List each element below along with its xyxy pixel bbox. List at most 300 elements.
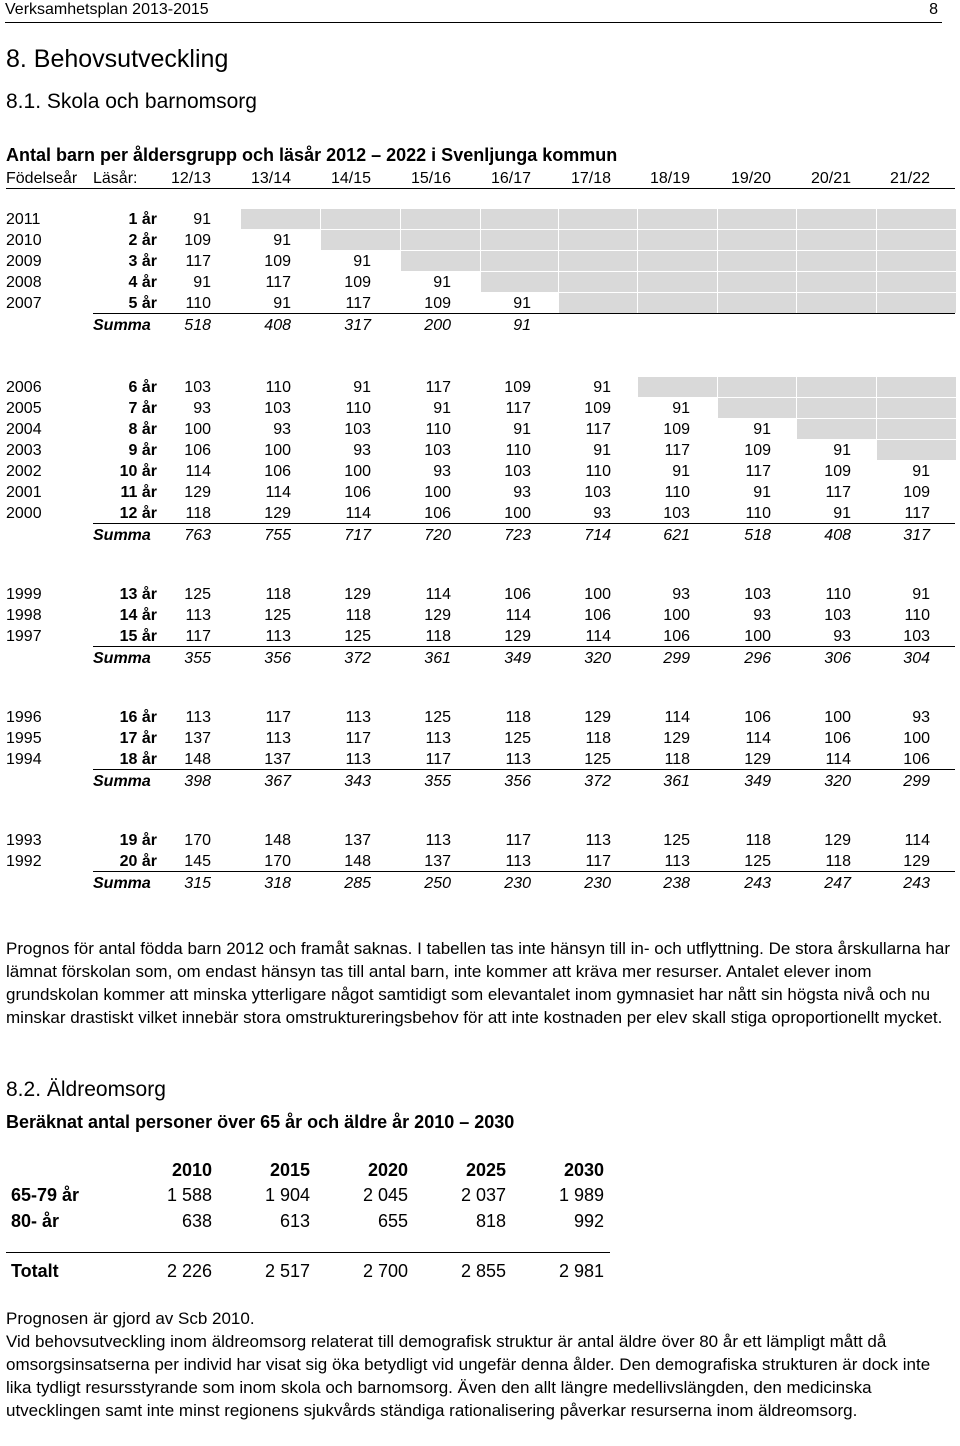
cell-value: 93	[353, 442, 371, 459]
cell-value: 117	[345, 730, 371, 747]
age-label: 16 år	[119, 709, 157, 726]
cell-value: 125	[584, 751, 611, 768]
table2-total-rule	[6, 1252, 610, 1253]
sum-value: 250	[424, 875, 451, 892]
cell-value: 117	[185, 628, 211, 645]
cell-value: 109	[663, 421, 690, 438]
cell-value: 103	[424, 442, 451, 459]
cell-value: 113	[345, 709, 371, 726]
age-label: 10 år	[119, 463, 157, 480]
age-label: 11 år	[120, 484, 157, 501]
table-row	[0, 398, 960, 419]
cell-value: 113	[425, 832, 451, 849]
age-label: 4 år	[128, 274, 157, 291]
sum-value: 304	[903, 650, 930, 667]
sum-label: Summa	[93, 875, 151, 892]
total-value: 2 517	[264, 1261, 310, 1281]
age-label: 2 år	[128, 232, 157, 249]
table2-caption: Beräknat antal personer över 65 år och äldre år 2010 – 2030	[6, 1112, 515, 1132]
cell-value: 137	[424, 853, 451, 870]
cell-value: 118	[505, 709, 531, 726]
cell-value: 103	[903, 628, 930, 645]
group-rule	[93, 871, 955, 872]
age-label: 15 år	[119, 628, 157, 645]
sum-row	[0, 873, 960, 894]
birth-year: 2009	[6, 253, 42, 270]
cell-value: 129	[824, 832, 851, 849]
sum-value: 91	[513, 317, 531, 334]
cell-value: 100	[264, 442, 291, 459]
age-label: 5 år	[128, 295, 157, 312]
age-label: 12 år	[119, 505, 157, 522]
cell-value: 91	[672, 400, 690, 417]
cell-value: 117	[265, 274, 291, 291]
cell-value: 100	[344, 463, 371, 480]
cell-value: 91	[273, 295, 291, 312]
sum-row	[0, 771, 960, 792]
sum-value: 343	[344, 773, 371, 790]
cell-value: 114	[825, 751, 851, 768]
table-row	[0, 605, 960, 626]
group-rule	[93, 769, 955, 770]
cell-value: 129	[504, 628, 531, 645]
table-row	[0, 440, 960, 461]
cell-value: 613	[279, 1211, 310, 1231]
sum-value: 318	[264, 875, 291, 892]
cell-value: 129	[424, 607, 451, 624]
cell-value: 106	[424, 505, 451, 522]
empty-cell-shade	[877, 272, 956, 292]
cell-value: 113	[185, 709, 211, 726]
sum-value: 763	[184, 527, 211, 544]
cell-value: 91	[513, 421, 531, 438]
cell-value: 114	[185, 463, 211, 480]
birth-year: 2001	[6, 484, 42, 501]
cell-value: 137	[264, 751, 291, 768]
cell-value: 103	[663, 505, 690, 522]
cell-value: 103	[264, 400, 291, 417]
sum-label: Summa	[93, 317, 151, 334]
sum-value: 356	[264, 650, 291, 667]
sum-label: Summa	[93, 773, 151, 790]
table-row	[0, 626, 960, 647]
cell-value: 118	[425, 628, 451, 645]
empty-cell-shade	[718, 398, 796, 418]
sum-value: 717	[344, 527, 371, 544]
empty-cell-shade	[797, 209, 876, 229]
birth-year: 1999	[6, 586, 42, 603]
sum-value: 723	[504, 527, 531, 544]
group-rule	[93, 523, 955, 524]
empty-cell-shade	[559, 293, 637, 313]
empty-cell-shade	[877, 293, 956, 313]
sum-value: 720	[424, 527, 451, 544]
table-row	[0, 377, 960, 398]
table2-total-row	[0, 1259, 620, 1283]
age-label: 20 år	[119, 853, 157, 870]
group-rule	[93, 646, 955, 647]
empty-cell-shade	[877, 209, 956, 229]
empty-cell-shade	[638, 251, 717, 271]
empty-cell-shade	[877, 230, 956, 250]
empty-cell-shade	[481, 230, 558, 250]
cell-value: 117	[585, 853, 611, 870]
cell-value: 110	[505, 442, 531, 459]
cell-value: 117	[745, 463, 771, 480]
empty-cell-shade	[638, 209, 717, 229]
cell-value: 110	[585, 463, 611, 480]
cell-value: 145	[184, 853, 211, 870]
empty-cell-shade	[877, 398, 956, 418]
sum-row	[0, 525, 960, 546]
sum-value: 317	[344, 317, 371, 334]
table-row	[0, 728, 960, 749]
sum-value: 361	[663, 773, 690, 790]
cell-value: 114	[265, 484, 291, 501]
paragraph-schools: Prognos för antal födda barn 2012 och framåt saknas. I tabellen tas inte hänsyn till in- och utflyttning. De stora årskullarna har lämnat förskolan som, om endast hänsyn tas till antal barn, inte kommer att kräva mer resurser. Antalet elever inom grundskolan kommer att minska ytterligare något samtidigt som elevantalet inom gymnasiet har nått sin högsta nivå och nu minskar drastiskt vilket innebär stora omstruktureringsbehov för att inte kostnaden per elev skall stiga oproportionellt mycket.	[6, 939, 951, 1027]
cell-value: 113	[505, 853, 531, 870]
cell-value: 113	[265, 628, 291, 645]
cell-value: 106	[504, 586, 531, 603]
column-header-14-15: 14/15	[330, 170, 371, 187]
table-row	[0, 503, 960, 524]
table-row	[0, 209, 960, 230]
sum-value: 247	[824, 875, 851, 892]
table-row	[0, 293, 960, 314]
cell-value: 100	[584, 586, 611, 603]
cell-value: 818	[475, 1211, 506, 1231]
cell-value: 992	[573, 1211, 604, 1231]
sum-value: 398	[184, 773, 211, 790]
table-row	[0, 707, 960, 728]
empty-cell-shade	[401, 209, 480, 229]
column-header-18-19: 18/19	[649, 170, 690, 187]
cell-value: 106	[184, 442, 211, 459]
cell-value: 106	[744, 709, 771, 726]
cell-value: 129	[584, 709, 611, 726]
sum-value: 361	[424, 650, 451, 667]
empty-cell-shade	[559, 272, 637, 292]
table-row	[0, 419, 960, 440]
empty-cell-shade	[559, 209, 637, 229]
sum-value: 200	[424, 317, 451, 334]
birth-year: 1997	[6, 628, 42, 645]
cell-value: 114	[505, 607, 531, 624]
cell-value: 110	[825, 586, 851, 603]
empty-cell-shade	[877, 440, 956, 460]
sum-label: Summa	[93, 650, 151, 667]
cell-value: 170	[184, 832, 211, 849]
cell-value: 118	[745, 832, 771, 849]
cell-value: 106	[584, 607, 611, 624]
cell-value: 109	[344, 274, 371, 291]
cell-value: 109	[584, 400, 611, 417]
cell-value: 109	[744, 442, 771, 459]
empty-cell-shade	[401, 230, 480, 250]
cell-value: 114	[345, 505, 371, 522]
cell-value: 148	[184, 751, 211, 768]
age-group-label: 65-79 år	[11, 1185, 80, 1205]
cell-value: 93	[513, 484, 531, 501]
empty-cell-shade	[797, 293, 876, 313]
cell-value: 109	[824, 463, 851, 480]
cell-value: 114	[585, 628, 611, 645]
cell-value: 113	[425, 730, 451, 747]
cell-value: 106	[824, 730, 851, 747]
year-header: 2010	[171, 1160, 212, 1180]
cell-value: 148	[344, 853, 371, 870]
cell-value: 106	[663, 628, 690, 645]
column-header-19-20: 19/20	[730, 170, 771, 187]
birth-year: 1993	[6, 832, 42, 849]
birth-year: 2008	[6, 274, 42, 291]
page-number: 8	[929, 1, 938, 18]
cell-value: 110	[425, 421, 451, 438]
cell-value: 118	[825, 853, 851, 870]
cell-value: 91	[593, 379, 611, 396]
sum-value: 518	[744, 527, 771, 544]
subsection2-title: 8.2. Äldreomsorg	[6, 1078, 166, 1101]
birth-year: 2007	[6, 295, 42, 312]
cell-value: 106	[344, 484, 371, 501]
cell-value: 93	[753, 607, 771, 624]
sum-value: 299	[663, 650, 690, 667]
empty-cell-shade	[718, 272, 796, 292]
table-row	[0, 749, 960, 770]
cell-value: 93	[833, 628, 851, 645]
age-label: 14 år	[119, 607, 157, 624]
age-label: 7 år	[128, 400, 157, 417]
sum-row	[0, 315, 960, 336]
table1-caption: Antal barn per åldersgrupp och läsår 2012 – 2022 i Svenljunga kommun	[6, 145, 618, 165]
empty-cell-shade	[481, 272, 558, 292]
empty-cell-shade	[718, 251, 796, 271]
total-value: 2 226	[166, 1261, 212, 1281]
column-header-21-22: 21/22	[889, 170, 930, 187]
empty-cell-shade	[481, 209, 558, 229]
table-row	[0, 461, 960, 482]
empty-cell-shade	[877, 419, 956, 439]
cell-value: 118	[585, 730, 611, 747]
cell-value: 113	[585, 832, 611, 849]
cell-value: 125	[504, 730, 531, 747]
empty-cell-shade	[877, 377, 956, 397]
cell-value: 113	[185, 607, 211, 624]
cell-value: 100	[903, 730, 930, 747]
empty-cell-shade	[559, 230, 637, 250]
cell-value: 125	[184, 586, 211, 603]
sum-value: 355	[424, 773, 451, 790]
cell-value: 117	[265, 709, 291, 726]
birth-year: 1998	[6, 607, 42, 624]
cell-value: 118	[265, 586, 291, 603]
cell-value: 93	[912, 709, 930, 726]
cell-value: 93	[273, 421, 291, 438]
empty-cell-shade	[718, 293, 796, 313]
sum-value: 372	[344, 650, 371, 667]
age-label: 3 år	[128, 253, 157, 270]
cell-value: 117	[425, 751, 451, 768]
cell-value: 103	[824, 607, 851, 624]
cell-value: 93	[593, 505, 611, 522]
empty-cell-shade	[797, 377, 876, 397]
paragraph-scb: Prognosen är gjord av Scb 2010.	[6, 1309, 255, 1328]
cell-value: 125	[424, 709, 451, 726]
cell-value: 1 588	[166, 1185, 212, 1205]
table-row	[0, 584, 960, 605]
cell-value: 114	[745, 730, 771, 747]
cell-value: 114	[425, 586, 451, 603]
cell-value: 110	[664, 484, 690, 501]
birth-year: 2004	[6, 421, 42, 438]
empty-cell-shade	[797, 272, 876, 292]
cell-value: 109	[184, 232, 211, 249]
cell-value: 118	[345, 607, 371, 624]
total-value: 2 700	[362, 1261, 408, 1281]
age-group-label: 80- år	[11, 1211, 60, 1231]
sum-value: 320	[824, 773, 851, 790]
empty-cell-shade	[797, 419, 876, 439]
cell-value: 91	[353, 379, 371, 396]
cell-value: 93	[433, 463, 451, 480]
cell-value: 109	[903, 484, 930, 501]
sum-value: 315	[184, 875, 211, 892]
empty-cell-shade	[718, 230, 796, 250]
cell-value: 91	[433, 274, 451, 291]
cell-value: 110	[265, 379, 291, 396]
cell-value: 113	[345, 751, 371, 768]
table1-header-row	[0, 168, 960, 189]
cell-value: 118	[664, 751, 690, 768]
cell-value: 129	[184, 484, 211, 501]
table-row	[0, 230, 960, 251]
cell-value: 91	[833, 442, 851, 459]
cell-value: 110	[345, 400, 371, 417]
cell-value: 103	[744, 586, 771, 603]
cell-value: 137	[184, 730, 211, 747]
sum-value: 355	[184, 650, 211, 667]
empty-cell-shade	[797, 251, 876, 271]
year-header: 2030	[563, 1160, 604, 1180]
total-label: Totalt	[11, 1261, 59, 1281]
sum-value: 243	[744, 875, 771, 892]
cell-value: 125	[663, 832, 690, 849]
cell-value: 103	[184, 379, 211, 396]
table2-row	[0, 1183, 620, 1207]
sum-row	[0, 648, 960, 669]
sum-value: 518	[184, 317, 211, 334]
cell-value: 103	[584, 484, 611, 501]
table-row	[0, 251, 960, 272]
cell-value: 129	[264, 505, 291, 522]
empty-cell-shade	[718, 377, 796, 397]
empty-cell-shade	[638, 377, 717, 397]
cell-value: 148	[264, 832, 291, 849]
cell-value: 113	[265, 730, 291, 747]
age-label: 19 år	[119, 832, 157, 849]
sum-value: 349	[744, 773, 771, 790]
birth-year: 2011	[6, 211, 41, 228]
cell-value: 100	[504, 505, 531, 522]
sum-value: 243	[903, 875, 930, 892]
section-title: 8. Behovsutveckling	[6, 45, 229, 73]
total-value: 2 981	[558, 1261, 604, 1281]
sum-value: 367	[264, 773, 291, 790]
sum-value: 408	[824, 527, 851, 544]
sum-label: Summa	[93, 527, 151, 544]
cell-value: 91	[912, 586, 930, 603]
cell-value: 117	[904, 505, 930, 522]
sum-value: 621	[663, 527, 690, 544]
column-header-15-16: 15/16	[410, 170, 451, 187]
empty-cell-shade	[797, 398, 876, 418]
cell-value: 93	[193, 400, 211, 417]
birth-year: 2006	[6, 379, 42, 396]
cell-value: 1 989	[558, 1185, 604, 1205]
table2-row	[0, 1209, 620, 1233]
empty-cell-shade	[877, 251, 956, 271]
sum-value: 306	[824, 650, 851, 667]
empty-cell-shade	[718, 209, 796, 229]
table-row	[0, 851, 960, 872]
age-label: 8 år	[128, 421, 157, 438]
cell-value: 638	[181, 1211, 212, 1231]
column-header-20-21: 20/21	[810, 170, 851, 187]
table-row	[0, 830, 960, 851]
cell-value: 125	[264, 607, 291, 624]
empty-cell-shade	[321, 230, 400, 250]
age-label: 9 år	[128, 442, 157, 459]
cell-value: 114	[664, 709, 690, 726]
table1-header-rule	[6, 188, 955, 189]
cell-value: 103	[344, 421, 371, 438]
cell-value: 117	[664, 442, 690, 459]
year-header: 2020	[367, 1160, 408, 1180]
cell-value: 113	[505, 751, 531, 768]
header-year-label: Födelseår	[6, 170, 78, 187]
cell-value: 129	[744, 751, 771, 768]
cell-value: 91	[193, 211, 211, 228]
cell-value: 117	[185, 253, 211, 270]
cell-value: 129	[663, 730, 690, 747]
column-header-16-17: 16/17	[490, 170, 531, 187]
page-header	[5, 0, 942, 23]
sum-value: 238	[663, 875, 690, 892]
cell-value: 117	[505, 832, 531, 849]
cell-value: 117	[585, 421, 611, 438]
cell-value: 117	[825, 484, 851, 501]
birth-year: 1992	[6, 853, 42, 870]
sum-value: 296	[744, 650, 771, 667]
birth-year: 2010	[6, 232, 42, 249]
birth-year: 2005	[6, 400, 42, 417]
cell-value: 91	[513, 295, 531, 312]
cell-value: 109	[264, 253, 291, 270]
cell-value: 137	[344, 832, 371, 849]
sum-value: 230	[504, 875, 531, 892]
cell-value: 91	[273, 232, 291, 249]
empty-cell-shade	[401, 251, 480, 271]
sum-value: 285	[344, 875, 371, 892]
cell-value: 100	[184, 421, 211, 438]
column-header-12-13: 12/13	[170, 170, 211, 187]
cell-value: 91	[753, 421, 771, 438]
cell-value: 106	[264, 463, 291, 480]
cell-value: 113	[664, 853, 690, 870]
cell-value: 129	[344, 586, 371, 603]
age-label: 17 år	[119, 730, 157, 747]
cell-value: 118	[185, 505, 211, 522]
